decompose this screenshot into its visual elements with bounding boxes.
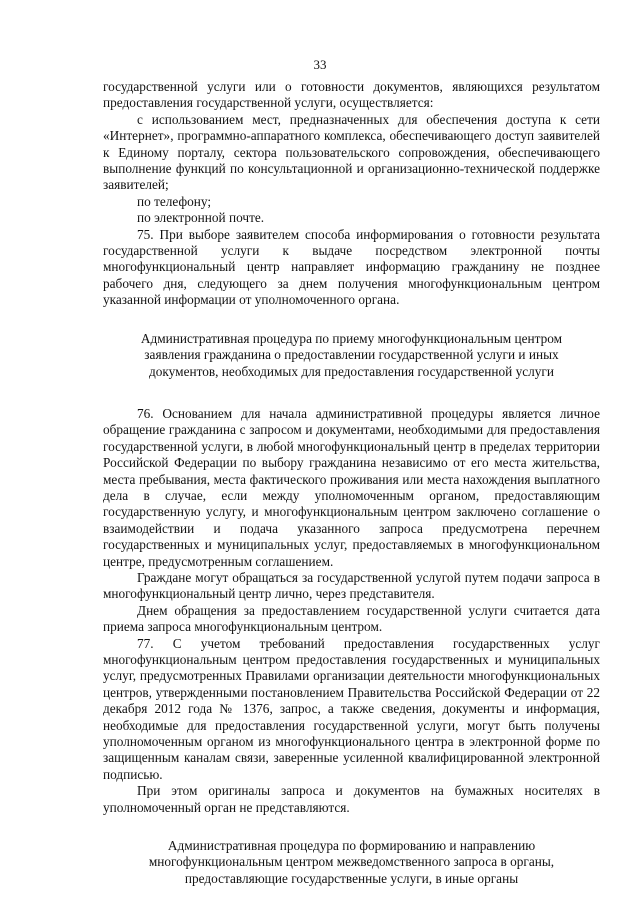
paragraph-77: 77. С учетом требований предоставления государственных услуг многофункциональным центром предоставления государственных и муниципальных услуг, предусмотренных Правилами организации деятельности многофункциональных центров, утвержденными постановлением Правительства Российской Федерации от 22 декабря 2012 года № 1376, запрос, а также сведения, документы и информация, необходимые для предоставления государственной услуги, могут быть получены уполномоченным органом из многофункционального центра в электронной форме по защищенным каналам связи, заверенные усиленной квалифицированной электронной подписью.	[103, 635, 600, 782]
paragraph-75: 75. При выборе заявителем способа информирования о готовности результата государственной услуги к выдаче посредством электронной почты многофункциональный центр направляет информацию гражданину не позднее рабочего дня, следующего за днем получения многофункциональным центром указанной информации от уполномоченного органа.	[103, 226, 600, 308]
paragraph: по электронной почте.	[137, 210, 265, 226]
paragraph: При этом оригиналы запроса и документов на бумажных носителях в уполномоченный орган не представляются.	[103, 783, 600, 815]
paragraph: по телефону;	[137, 193, 212, 209]
paragraph-76: 76. Основанием для начала административной процедуры является личное обращение гражданина с запросом и документами, необходимыми для предоставления государственной услуги, в любой многофункциональный центр в пределах территории Российской Федерации по выбору гражданина независимо от его места жительства, места пребывания, места фактического проживания или места нахождения выплатного дела в случае, если между уполномоченным органом, предоставляющим государственную услугу, и многофункциональным центром заключено соглашение о взаимодействии и подача указанного запроса предусмотрена перечнем государственных и муниципальных услуг, предоставляемых в многофункциональном центре, предусмотренным соглашением.	[103, 405, 600, 569]
page-number: 33	[313, 57, 327, 72]
paragraph: Граждане могут обращаться за государственной услугой путем подачи запроса в многофункциональный центр лично, через представителя.	[103, 569, 600, 602]
section-heading-line: предоставляющие государственные услуги, в иные органы	[184, 870, 519, 886]
paragraph: с использованием мест, предназначенных для обеспечения доступа к сети «Интернет», программно-аппаратного комплекса, обеспечивающего доступ заявителей к Единому порталу, сектора пользовательского сопровождения, обеспечивающего выполнение функций по консультационной и организационно-технической поддержке заявителей;	[103, 111, 600, 193]
paragraph: государственной услуги или о готовности документов, являющихся результатом предоставления государственной услуги, осуществляется:	[103, 79, 600, 111]
section-heading-line: Административная процедура по приему многофункциональным центром	[140, 330, 563, 346]
document-body	[103, 79, 600, 887]
section-heading-line: многофункциональным центром межведомственного запроса в органы,	[148, 854, 555, 870]
section-heading-line: документов, необходимых для предоставления государственной услуги	[149, 363, 554, 379]
section-heading	[103, 331, 600, 380]
section-heading	[103, 838, 600, 887]
section-heading-line: заявления гражданина о предоставлении государственной услуги и иных	[144, 347, 559, 363]
paragraph: Днем обращения за предоставлением государственной услуги считается дата приема запроса многофункциональным центром.	[103, 602, 600, 635]
section-heading-line: Административная процедура по формированию и направлению	[167, 838, 536, 854]
